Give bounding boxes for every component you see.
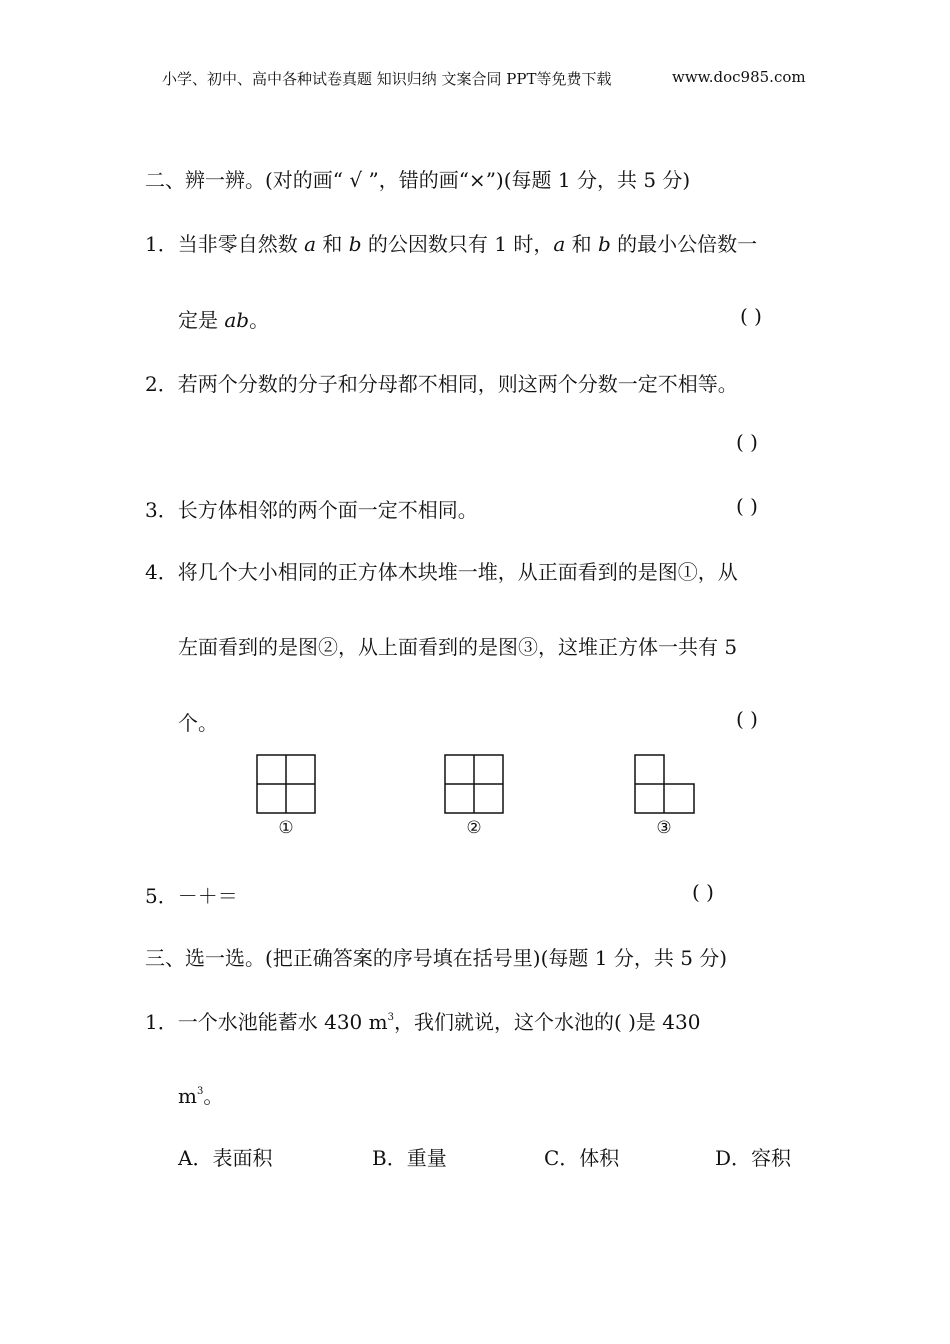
- var-a: a: [304, 232, 317, 256]
- question-3-1: [145, 1006, 700, 1035]
- q-text: 。: [249, 308, 270, 332]
- var-ab: ab: [224, 308, 250, 332]
- answer-paren[interactable]: ( ): [736, 707, 758, 731]
- question-2-5: [145, 880, 238, 909]
- q-text: 一个水池能蓄水 430 m: [177, 1010, 388, 1034]
- figure-label-1: ①: [278, 818, 294, 838]
- answer-paren[interactable]: ( ): [692, 880, 714, 904]
- var-b: b: [348, 232, 362, 256]
- q-text: m: [178, 1084, 197, 1108]
- q-number: 2．: [145, 372, 178, 396]
- option-c[interactable]: C．体积: [544, 1146, 620, 1170]
- figure-left-view: [444, 754, 504, 814]
- q-number: 1．: [145, 1010, 178, 1034]
- header-text: 小学、初中、高中各种试卷真题 知识归纳 文案合同 PPT等免费下载: [162, 70, 612, 88]
- q-text: 的公因数只有 1 时，: [361, 232, 554, 256]
- var-a: a: [553, 232, 566, 256]
- q-text: 若两个分数的分子和分母都不相同，则这两个分数一定不相等。: [177, 372, 738, 396]
- var-b: b: [598, 232, 611, 256]
- q-text: 和: [565, 232, 599, 256]
- figure-label-2: ②: [466, 818, 482, 838]
- q-text: 将几个大小相同的正方体木块堆一堆，从正面看到的是图①，从: [177, 560, 738, 584]
- figure-front-view: [256, 754, 316, 814]
- q-text: 和: [316, 232, 349, 256]
- q-text: 长方体相邻的两个面一定不相同。: [177, 498, 478, 522]
- q-text: 。: [203, 1084, 224, 1108]
- question-2-4-line2: 左面看到的是图②，从上面看到的是图③，这堆正方体一共有 5: [178, 635, 738, 659]
- option-d[interactable]: D．容积: [715, 1146, 792, 1170]
- option-a[interactable]: A．表面积: [178, 1146, 273, 1170]
- section2-title: 二、辨一辨。(对的画“ √ ”，错的画“×”)(每题 1 分，共 5 分): [145, 168, 691, 192]
- option-b[interactable]: B．重量: [372, 1146, 447, 1170]
- superscript: 3: [387, 1012, 394, 1023]
- q-text: －＋＝: [177, 884, 238, 908]
- question-3-1-cont: [178, 1080, 223, 1109]
- q-text: 当非零自然数: [177, 232, 305, 256]
- q-number: 5．: [145, 884, 178, 908]
- q-text: ，我们就说，这个水池的( )是 430: [393, 1010, 701, 1034]
- answer-paren[interactable]: ( ): [740, 304, 762, 328]
- question-2-4-line3: 个。: [178, 711, 218, 735]
- question-2-2: [145, 368, 738, 397]
- section3-title: 三、选一选。(把正确答案的序号填在括号里)(每题 1 分，共 5 分): [145, 946, 728, 970]
- header-url: www.doc985.com: [672, 68, 806, 86]
- superscript: 3: [196, 1086, 204, 1097]
- question-2-4: [145, 556, 738, 585]
- question-2-3: [145, 494, 478, 523]
- answer-paren[interactable]: ( ): [736, 430, 758, 454]
- figure-label-3: ③: [656, 818, 672, 838]
- q-text: 的最小公倍数一: [610, 232, 758, 256]
- q-text: 定是: [178, 308, 225, 332]
- answer-paren[interactable]: ( ): [736, 494, 758, 518]
- question-2-1-cont: [178, 304, 269, 333]
- q-number: 4．: [145, 560, 178, 584]
- question-2-1: [145, 228, 757, 257]
- q-number: 3．: [145, 498, 178, 522]
- figure-top-view: [634, 754, 696, 814]
- q-number: 1．: [145, 232, 178, 256]
